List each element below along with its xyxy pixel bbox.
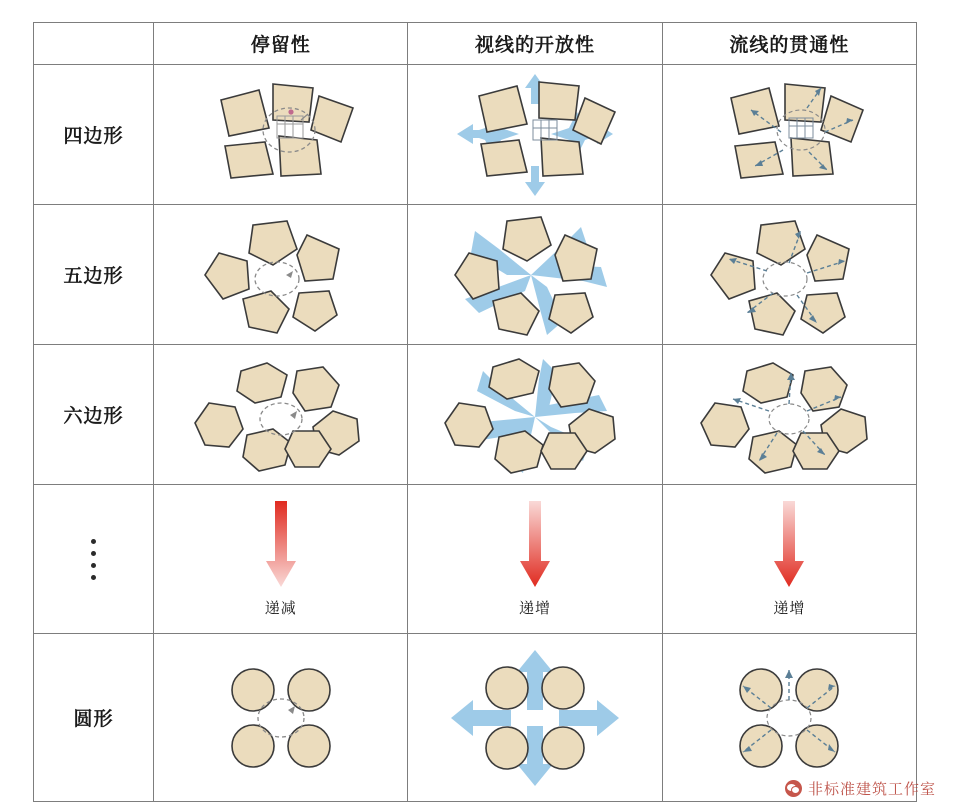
figure-pent-sight [435,209,635,341]
cell-trend-sight [408,485,662,634]
table-row [34,634,917,802]
cell-hex-sight [408,345,662,485]
watermark [785,778,936,799]
matrix-header [34,23,917,65]
cell-trend-flow [662,485,916,634]
figure-circle-flow [699,648,879,788]
cell-pent-sight [408,205,662,345]
header-corner [34,23,154,65]
figure-circle-stay [191,648,371,788]
cell-circle-stay [154,634,408,802]
table-row [34,65,917,205]
cell-quad-sight [408,65,662,205]
vertical-ellipsis-icon [91,539,96,580]
figure-hex-stay [181,349,381,481]
figure-quad-flow [689,70,889,200]
row-label-hex: 六边形 [34,345,154,485]
table-row [34,205,917,345]
header-col-sight: 视线的开放性 [408,23,662,65]
trend-label-sight: 递增 [519,599,552,617]
watermark-text: 非标准建筑工作室 [807,781,936,798]
header-col-stay: 停留性 [154,23,408,65]
cell-trend-stay [154,485,408,634]
cell-circle-sight [408,634,662,802]
cell-circle-flow [662,634,916,802]
trend-label-stay: 递减 [264,599,297,617]
row-label-dots [34,485,154,634]
cell-hex-flow [662,345,916,485]
down-arrow-icon [518,501,552,589]
trend-label-flow: 递增 [773,599,806,617]
cell-pent-flow [662,205,916,345]
cell-quad-flow [662,65,916,205]
header-col-flow: 流线的贯通性 [662,23,916,65]
row-label-pent: 五边形 [34,205,154,345]
figure-quad-stay [181,70,381,200]
down-arrow-icon [264,501,298,589]
cell-quad-stay [154,65,408,205]
figure-pent-stay [181,209,381,341]
matrix-body [34,65,917,802]
figure-circle-sight [445,648,625,788]
comparison-matrix [33,22,917,802]
figure-hex-flow [689,349,889,481]
figure-hex-sight [435,349,635,481]
down-arrow-icon [772,501,806,589]
row-label-quad: 四边形 [34,65,154,205]
figure-pent-flow [689,209,889,341]
figure-quad-sight [435,70,635,200]
table-row [34,485,917,634]
row-label-circle: 圆形 [34,634,154,802]
table-row [34,345,917,485]
cell-pent-stay [154,205,408,345]
cell-hex-stay [154,345,408,485]
wechat-icon [785,780,802,797]
